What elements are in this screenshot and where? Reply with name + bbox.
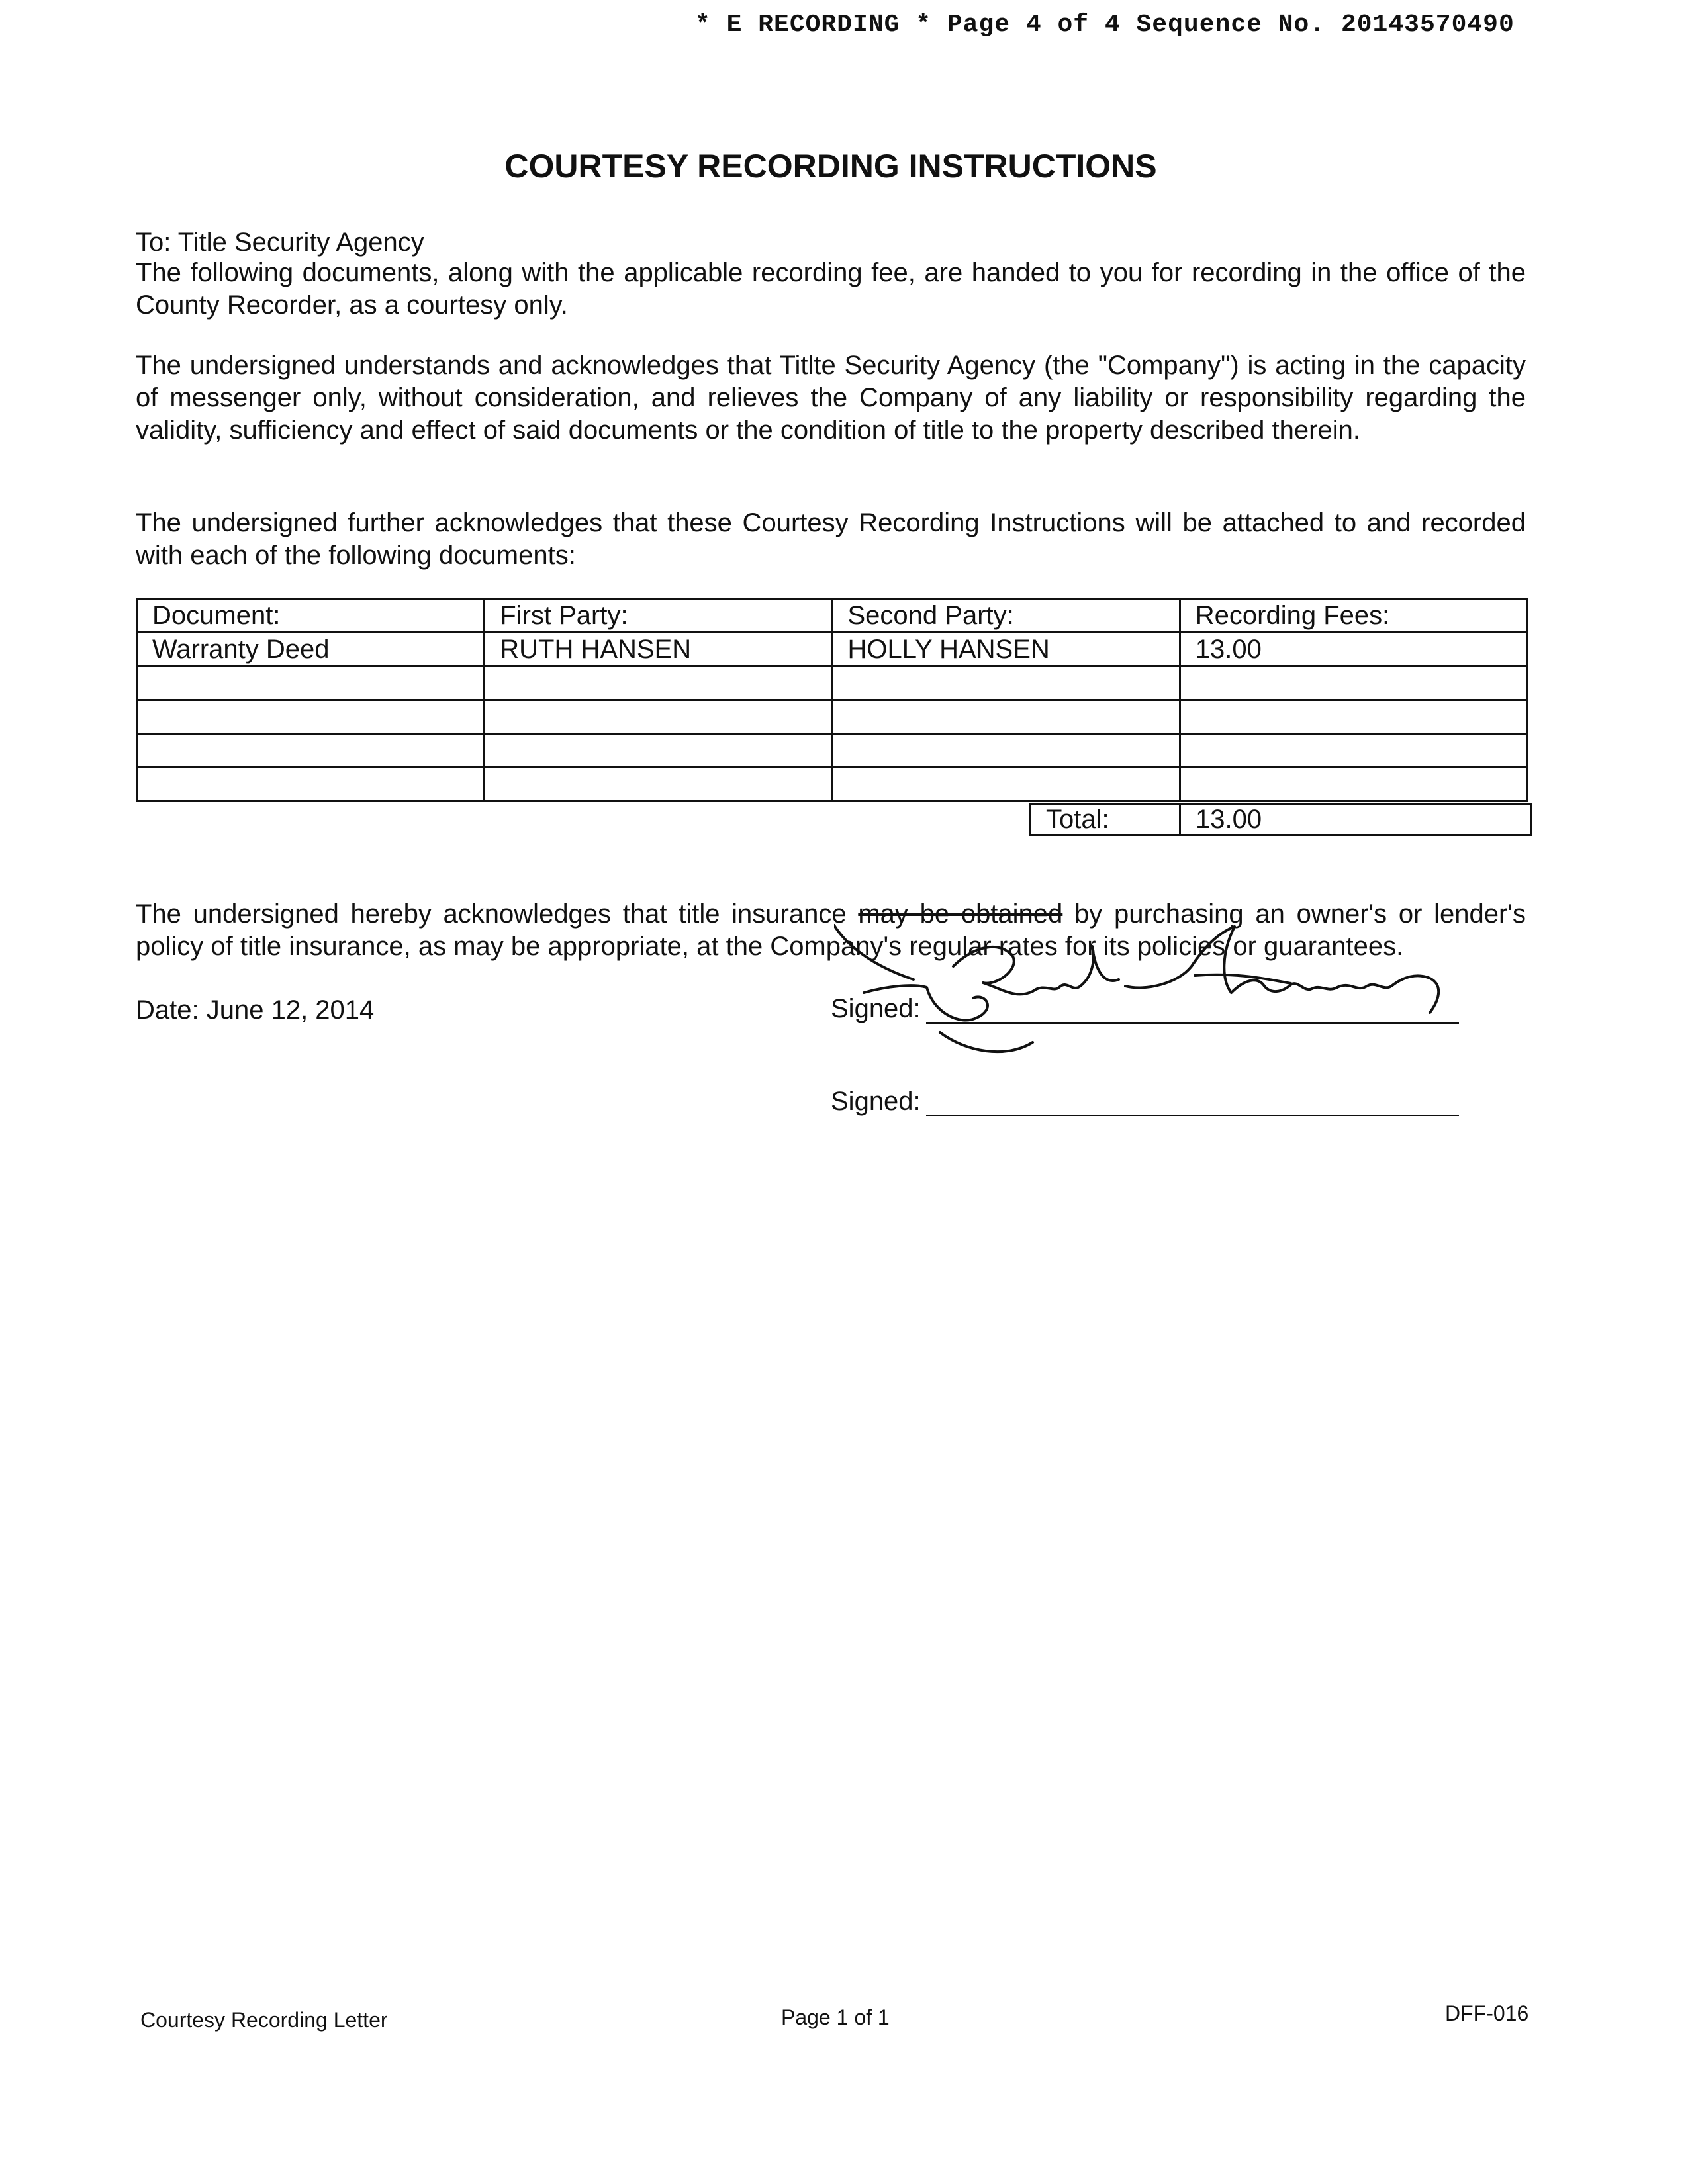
header-first-party: First Party: [485,599,832,633]
cell-first-party: RUTH HANSEN [485,633,832,666]
signed-label: Signed: [831,1087,921,1116]
table-row [137,734,1528,768]
cell-recording-fee [1180,666,1527,700]
paragraph-attachment-acknowledgment: The undersigned further acknowledges that these Courtesy Recording Instructions will be attached to and recorded with each of the following documents: [136,508,1526,570]
footer-form-name: Courtesy Recording Letter [140,2008,388,2032]
cell-first-party [485,666,832,700]
cell-second-party [832,666,1180,700]
table-row [137,700,1528,734]
signature-line-2 [831,1087,1459,1116]
documents-table [136,598,1528,802]
total-label: Total: [1029,803,1179,836]
total-row [1029,803,1532,836]
struck-text: may be obtained [858,899,1063,929]
signature-blank [926,1088,1459,1116]
table-row [137,768,1528,801]
header-recording-fees: Recording Fees: [1180,599,1527,633]
table-row [137,633,1528,666]
cell-recording-fee [1180,734,1527,768]
recording-header: * E RECORDING * Page 4 of 4 Sequence No. 20143570490 [695,11,1515,39]
cell-document [137,666,485,700]
handwritten-signature [834,920,1470,1072]
cell-document [137,734,485,768]
cell-second-party [832,700,1180,734]
page-title: COURTESY RECORDING INSTRUCTIONS [504,148,1157,185]
paragraph-messenger-acknowledgment: The undersigned understands and acknowledges that Titlte Security Agency (the "Company") is acting in the capacity of messenger only, without consideration, and relieves the Company of any liability or responsibility regarding the validity, sufficiency and effect of said documents or the condition of title to the property described therein. [136,351,1526,445]
table-header-row [137,599,1528,633]
header-document: Document: [137,599,485,633]
addressee-line: To: Title Security Agency [136,228,424,257]
paragraph-title-insurance-end: by purchasing an owner's or lender's policy of title insurance, as may be appropriate, at the Company's regular rates for its policies or guarantees. [136,899,1526,961]
paragraph-recording-request: The following documents, along with the applicable recording fee, are handed to you for recording in the office of the County Recorder, as a courtesy only. [136,258,1526,320]
paragraph-title-insurance-start: The undersigned hereby acknowledges that title insurance [136,899,859,929]
footer-form-code: DFF-016 [1445,2001,1529,2025]
cell-first-party [485,700,832,734]
cell-document: Warranty Deed [137,633,485,666]
cell-document [137,768,485,801]
cell-first-party [485,768,832,801]
table-row [137,666,1528,700]
cell-recording-fee [1180,700,1527,734]
cell-document [137,700,485,734]
cell-recording-fee [1180,768,1527,801]
cell-second-party [832,734,1180,768]
footer-page-number: Page 1 of 1 [781,2005,890,2029]
signed-label: Signed: [831,994,921,1023]
cell-second-party [832,768,1180,801]
cell-recording-fee: 13.00 [1180,633,1527,666]
total-value: 13.00 [1179,803,1532,836]
header-second-party: Second Party: [832,599,1180,633]
cell-second-party: HOLLY HANSEN [832,633,1180,666]
date-line: Date: June 12, 2014 [136,995,375,1024]
cell-first-party [485,734,832,768]
